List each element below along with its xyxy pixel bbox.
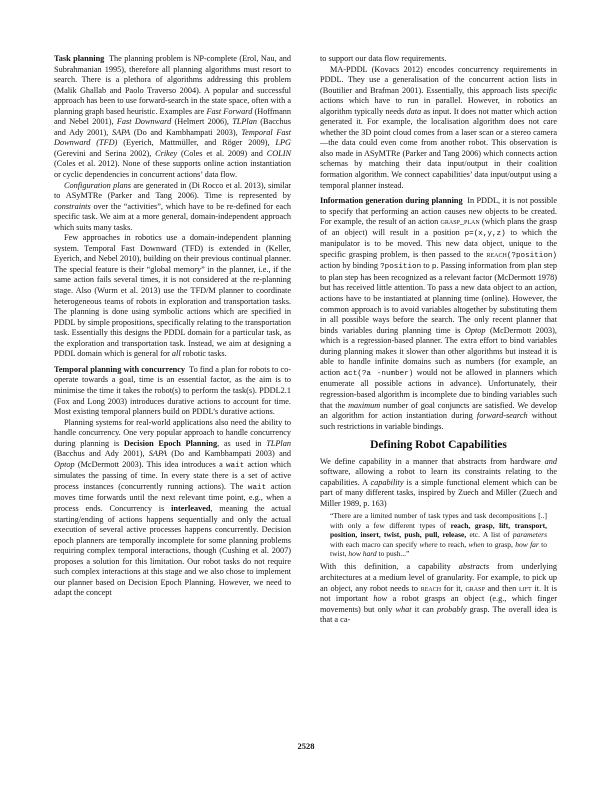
- text: software, allowing a robot to learn its constraints relating to the capabilities. A: [320, 467, 557, 487]
- text: it. It is not important: [320, 583, 557, 604]
- text: from underlying architectures at a medium level of granularity. For example, to pick up an object, any robot needs to: [320, 562, 557, 593]
- emph: forward-search: [476, 411, 528, 421]
- page-number: 2528: [297, 741, 315, 751]
- emph: COLIN: [266, 148, 291, 158]
- emph: TLPlan: [266, 438, 291, 448]
- text: (which plans the grasp of an object) will result in a position: [320, 217, 557, 237]
- strong: reach, grasp, lift, transport, position, insert, twist, push, pull, release,: [330, 520, 547, 540]
- text: MA-PDDL (Kovacs 2012) encodes concurrency requirements in PDDL. They use a generalisation of the concurrent action lists in (Boutilier and Brafman 2001). Essentially, this approach lists: [320, 64, 557, 95]
- emph: constraints: [54, 201, 91, 211]
- text: actions which have to run in parallel. However, in robotics an algorithm typically needs: [320, 96, 557, 116]
- emph: what: [395, 604, 412, 614]
- emph: how far: [515, 539, 539, 549]
- text: it can: [411, 604, 437, 614]
- emph: abstracts: [458, 562, 490, 572]
- code: wait: [226, 461, 245, 470]
- text: would not be allowed in planners which enumerate all possible actions in advance). Unfortunately, their regression-based algorithm is incomplete due to binding variables such that the: [320, 367, 557, 410]
- strong: Decision Epoch Planning: [123, 438, 218, 448]
- text: . Passing information from plan step to plan step has been recognized as a relevant factor (McDermott 1978) but has received little attention. To pass a new data object to an action, actions have to be instantiated at planning time (online). However, the common approach is to avoid variables altogether by substituting them in all possible ways before the search. The only recent planner that binds variables during planning time is: [320, 261, 557, 335]
- text: to twist,: [330, 539, 547, 559]
- paragraph-capability-definition: [320, 457, 557, 510]
- text: (McDermott 2003). This idea introduces a: [74, 459, 226, 469]
- text: for it,: [441, 583, 466, 593]
- paragraph-continuation: [320, 54, 557, 65]
- run-in-heading: Task planning: [54, 54, 105, 63]
- emph: where: [419, 539, 438, 549]
- smallcaps: reach: [486, 249, 507, 259]
- text: (Do and Kambhampati 2003),: [130, 127, 242, 137]
- emph: Crikey: [155, 148, 178, 158]
- text: (Eyerich, Mattmüller, and Röger 2009),: [117, 138, 276, 148]
- paragraph-abstraction: [320, 562, 557, 625]
- emph: Configuration plans: [64, 180, 131, 190]
- emph: LPG: [275, 138, 291, 148]
- text: (Do and Kambhampati 2003) and: [166, 449, 291, 459]
- text: to reach,: [437, 539, 469, 549]
- text: with each macro can specify: [330, 539, 420, 549]
- text: , meaning the actual starting/ending of actions happens sequentially and only the actual execution of several active processes happens concurrently. Decision epoch planners are temporally incomplete for some planning problems requiring complex temporal interactions, though (Cushing et al. 2007) proposes a solution for this limitation. Our robot tasks do not require such complex interactions at this stage and we also chose to implement our planner based on Decision Epoch Planning. However, we need to adapt the concept: [54, 503, 291, 598]
- text: to which the manipulator is to be moved. This new data object, unique to the specific grasping problem, is then passed to the: [320, 227, 557, 259]
- run-in-heading: Information generation during planning: [320, 196, 463, 206]
- text: Few approaches in robotics use a domain-independent planning system. Temporal Fast Downward (TFD) is extended in (Keller, Eyerich, and Nebel 2010), building on their previous continual planner. The special feature is their “global memory” in the planner, i.e., if the same action fails several times, it is not considered at the re-planning stage. Also (Wurm et al. 2013) use the TFD/M planner to coordinate heterogeneous teams of robots in exploration and transportation tasks. The planning is done using symbolic actions which are specified in PDDL by simple propositions, specifically relating to the transportation task. Essentially this designs the PDDL domain for a particular task, as the exploration and transportation task. Instead, we aim at designing a PDDL domain which is general for: [54, 233, 291, 359]
- text: to support our data flow requirements.: [320, 54, 447, 63]
- code: (?position): [506, 251, 557, 260]
- emph: Fast Downward: [116, 117, 172, 127]
- paragraph-ma-pddl: [320, 65, 557, 192]
- text: action moves time forwards until the next relevant time point, e.g., when a process ends. Concurrency is: [54, 481, 291, 513]
- emph: how: [373, 594, 388, 604]
- quotation: [330, 511, 547, 558]
- emph: maximum: [348, 400, 381, 410]
- smallcaps: reach: [420, 583, 442, 593]
- emph: Fast Forward: [206, 106, 253, 116]
- emph: Temporal Fast Downward (TFD): [54, 127, 291, 148]
- text: (McDermott 2003), which is a regression-based planner. The extra effort to bind variables during planning makes it slower than other algorithms but instead it is able to handle infinite domains such as numbers (for example, an action: [320, 325, 557, 377]
- run-in-heading: Temporal planning with concurrency: [54, 364, 186, 374]
- text: To find a plan for robots to co-operate towards a goal, time is an essential factor, as the aim is to minimise the time it takes the robot(s) to perform the task(s). PDDL2.1 (Fox and Long 2003) introduces durative actions to account for time. Most existing temporal planners build on PDDL’s durative actions.: [54, 364, 291, 417]
- text: Planning systems for real-world applications also need the ability to handle concurrency. One very popular approach to handle concurrency during planning is: [54, 417, 291, 448]
- text: over the “activities”, which have to be re-defined for each specific task. We aim at a more general, domain-independent approach which suits many tasks.: [54, 201, 291, 232]
- emph: probably: [437, 604, 467, 614]
- emph: Optop: [54, 459, 75, 469]
- text: without such restrictions in variable bindings.: [320, 411, 558, 431]
- left-column: [54, 54, 291, 599]
- text: The planning problem is NP-complete (Erol, Nau, and Subrahmanian 1995), therefore all planning algorithms must resort to search. There is a plethora of algorithms addressing this problem (Malik Ghallab and Paolo Traverso 2004). A popular and successful approach has been to use forward-search in the state space, often with a planning graph based heuristic. Examples are: [54, 54, 291, 116]
- text: (Bacchus and Ady 2001),: [54, 117, 291, 137]
- text: number of goal conjuncts are satisfied. We develop an algorithm for action instantiation during: [320, 400, 557, 421]
- text: (Hoffmann and Nebel 2001),: [54, 106, 291, 127]
- emph: data: [406, 106, 422, 116]
- emph: all: [171, 349, 181, 359]
- text: to push...”: [376, 549, 410, 559]
- text: (Helmert 2006),: [171, 117, 233, 127]
- text: action which simulates the passing of time. In every state there is a set of active process instances (concurrently running actions). The: [54, 459, 291, 491]
- text: (Bacchus and Ady 2001),: [54, 449, 149, 459]
- code: ?position: [380, 263, 422, 272]
- code: p=(x,y,z): [464, 229, 506, 238]
- paragraph-configuration-plans: [54, 181, 291, 234]
- text: to: [421, 261, 432, 271]
- text: a robot grasps an object (e.g., which finger movements) but only: [320, 594, 557, 614]
- smallcaps: grasp: [465, 583, 485, 593]
- text: is a simple functional element which can be part of many different tasks, inspired by Zuech and Miller (Zuech and Miller 1989, p. 163): [320, 477, 557, 508]
- emph: capability: [370, 477, 404, 487]
- smallcaps: lift: [519, 583, 532, 593]
- text: robotic tasks.: [180, 349, 227, 359]
- text: (Coles et al. 2012). None of these supports online action instantiation or cyclic dependencies in concurrent actions’ data flow.: [54, 159, 291, 180]
- emph: Optop: [464, 325, 486, 335]
- text: grasp. The overall idea is that a ca-: [320, 604, 557, 625]
- text: “There are a limited number of task types and task decompositions [..] with only a few different types of: [330, 511, 547, 530]
- text: With this definition, a capability: [320, 562, 459, 572]
- emph: SAPA: [112, 127, 131, 137]
- paragraph-task-planning: [54, 54, 291, 181]
- emph: when: [468, 539, 485, 549]
- text: (Gerevini and Serina 2002),: [54, 148, 156, 158]
- text: as input. It does not matter which action generated it. For example, the localisation algorithm does not care whether the 3D point cloud comes from a laser scan or a stereo camera—the data could even come from another robot. This observation is also made in ASyMTRe (Parker and Tang 2006) which connects action schemas by matching their data input/output in their coalition formation algorithm. We connect capabilities’ data input/output using a temporal planner instead.: [320, 106, 557, 190]
- text: etc. A list of: [466, 530, 513, 540]
- text: to grasp,: [484, 539, 516, 549]
- section-title: Defining Robot Capabilities: [370, 439, 507, 452]
- paragraph-concurrency: [54, 418, 291, 599]
- text: and then: [484, 583, 520, 593]
- text: We define capability in a manner that abstracts from hardware: [320, 456, 545, 466]
- right-column: [320, 54, 557, 626]
- paragraph-information-generation: [320, 196, 557, 432]
- text: , as used in: [217, 438, 267, 448]
- emph: and: [544, 456, 557, 466]
- paragraph-robotics-planners: [54, 233, 291, 360]
- emph: SAPA: [148, 449, 167, 459]
- code: p: [431, 263, 437, 272]
- code: act(?a -number): [343, 369, 414, 378]
- strong: interleaved: [171, 503, 211, 513]
- emph: specific: [531, 85, 557, 95]
- emph: TLPlan: [232, 117, 257, 127]
- emph: how hard: [348, 549, 377, 559]
- text: action by binding: [320, 261, 381, 271]
- text: (Coles et al. 2009) and: [177, 148, 267, 158]
- smallcaps: grasp_plan: [440, 217, 480, 227]
- code: wait: [247, 483, 267, 492]
- text: In PDDL, it is not possible to specify that performing an action causes new objects to be created. For example, the result of an action: [320, 196, 558, 227]
- emph: parameters: [512, 530, 547, 540]
- text: are generated in (Di Rocco et al. 2013), similar to ASyMTRe (Parker and Tang 2006). Time is represented by: [54, 180, 291, 201]
- paragraph-temporal-planning: [54, 365, 291, 418]
